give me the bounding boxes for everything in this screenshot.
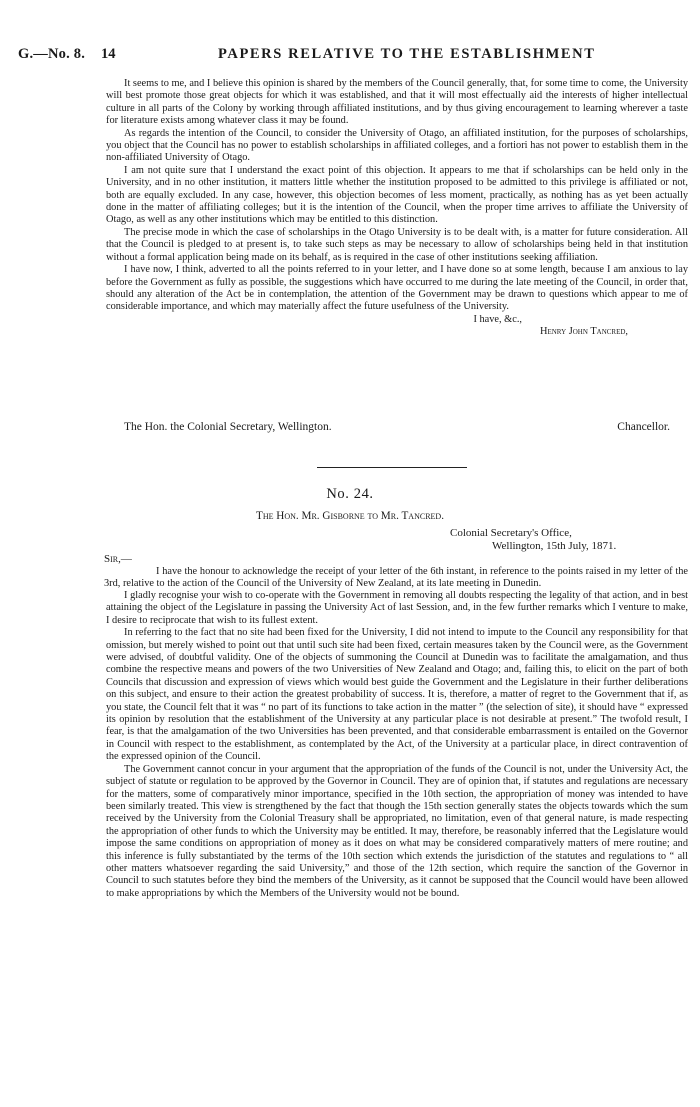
letter-two-opening — [104, 566, 688, 591]
section-divider — [317, 467, 467, 468]
running-title: PAPERS RELATIVE TO THE ESTABLISHMENT — [218, 46, 596, 62]
letter-from-to: The Hon. Mr. Gisborne to Mr. Tancred. — [255, 510, 444, 522]
signatory-title: Chancellor. — [617, 421, 670, 433]
document-reference: G.—No. 8. — [18, 46, 86, 62]
closing-formula: I have, &c., — [473, 313, 522, 325]
letter-date: Wellington, 15th July, 1871. — [492, 540, 617, 552]
letter-one-paragraph-4: The precise mode in which the case of scholarships in the Otago University is to be dealt with, is a matter for future consideration. All that the Council is pledged to at present is, to take such steps as may be necessary to allow of scholarships being held in that institution without a formal application being made on its behalf, as is required in the case of other institutions seeking affiliation. — [106, 226, 688, 263]
letter-two-paragraph-2: In referring to the fact that no site had been fixed for the University, I did not intend to impute to the Council any responsibility for that omission, but merely wished to point out that until such site had been fixed, certain measures taken by the Council were, as the Government were advised, of doubtful validity. One of the objects of summoning the Council at Dunedin was to facilitate the amalgamation, and thus combine the respective means and powers of the two Universities of New Zealand and Otago; and, failing this, to elicit on the part of both Councils that discussion and expression of views which would best guide the Government and the Legislature in their further deliberations on this subject, and ensure to their action the greatest probability of success. It is, therefore, a matter of regret to the Government that if, as you state, the Council felt that it was “ no part of its functions to take action in the matter ” (the selection of site), it should have “ expressed its opinion by resolution that the establishment of the University at any particular place is not desirable at present.” The twofold result, I fear, is that the amalgamation of the two Universities has been prevented, and that considerable embarrassment is entailed on the Governor in Council with respect to the establishment, as contemplated by the Act, of the University at a particular place, in direct contravention of the expressed opinion of the Council. — [106, 627, 688, 763]
addressee: The Hon. the Colonial Secretary, Wellington. — [124, 421, 332, 433]
letter-number: No. 24. — [326, 486, 374, 502]
salutation: Sir,— — [104, 553, 132, 565]
letter-two-body — [106, 590, 688, 900]
page-number: 14 — [101, 46, 116, 62]
page-header — [18, 46, 690, 68]
signature: Henry John Tancred, — [540, 326, 628, 338]
letter-one-paragraph-3: I am not quite sure that I understand the exact point of this objection. It appears to me that if scholarships can be held only in the University, and in no other institution, it matters little whether the institution proposed to be admitted to this privilege is affiliated or not, both are equally excluded. In any case, however, this objection becomes of less moment, practically, as nothing has as yet been actually done in the matter of affiliating colleges; but it is the intention of the Council, when the proper time arrives to affiliate the University of Otago, as well as any other institutions which may be entitled to this distinction. — [106, 164, 688, 226]
letter-two-paragraph-1: I gladly recognise your wish to co-operate with the Government in removing all doubts respecting the legality of that action, and in best attaining the object of the Legislature in passing the University Act of last Session, and, in the few further remarks which I venture to make, I desire to reciprocate that wish to its fullest extent. — [106, 590, 688, 626]
letter-one-body — [106, 78, 688, 339]
sender-office: Colonial Secretary's Office, — [450, 527, 572, 539]
letter-one-paragraph-5: I have now, I think, adverted to all the points referred to in your letter, and I have done so at some length, because I am anxious to lay before the Government as fully as possible, the suggestions which have occurred to me during the late meeting of the Council, in order that, should any alteration of the Act be in contemplation, the attention of the Government may be drawn to questions which appear to me of considerable importance, and which may materially affect the future usefulness of the University. — [106, 264, 688, 313]
letter-one-paragraph-1: It seems to me, and I believe this opinion is shared by the members of the Council generally, that, for some time to come, the University will best promote those great objects for which it was established, and that it will most effectually aid the interests of higher intellectual culture in all parts of the Colony by working through affiliated institutions, and by thus giving encouragement to learning wherever a taste for literature exists among whatever class it may be found. — [106, 78, 688, 127]
letter-one-paragraph-2: As regards the intention of the Council, to consider the University of Otago, an affiliated institution, for the purposes of scholarships, you object that the Council has no power to establish scholarships in affiliated colleges, and a fortiori has not power to establish them in the non-affiliated University of Otago. — [106, 127, 688, 164]
letter-two-paragraph-3: The Government cannot concur in your argument that the appropriation of the funds of the Council is not, under the University Act, the subject of statute or regulation to be approved by the Governor in Council. They are of opinion that, if statutes and regulations are necessary for the matters, some of comparatively minor importance, specified in the 10th section, the appropriation of money was intended to have been similarly treated. This view is strengthened by the fact that though the 15th section generally states the objects towards which the sum received by the University from the Colonial Treasury shall be appropriated, no limitation, even of that general nature, is made respecting the appropriation of other funds to which the University may be entitled. It may, therefore, be reasonably inferred that the Legislature would impose the same conditions on appropriation of money as it does on what may be considered comparatively matters of mere routine; and this inference is fully substantiated by the terms of the 10th section which extends the jurisdiction of the statutes and regulations to “ all other matters whatsoever regarding the said University,” and those of the 12th section, which require the sanction of the Governor in Council to such statutes before they bind the members of the University, as it cannot be supposed that the Council would have been allowed to make appropriations by which the Members of the University would not be bound. — [106, 763, 688, 899]
letter-two-opening-paragraph: I have the honour to acknowledge the receipt of your letter of the 6th instant, in reference to the points raised in my letter of the 3rd, relative to the action of the Council of the University of New Zealand, at its late meeting in Dunedin. — [104, 566, 688, 590]
